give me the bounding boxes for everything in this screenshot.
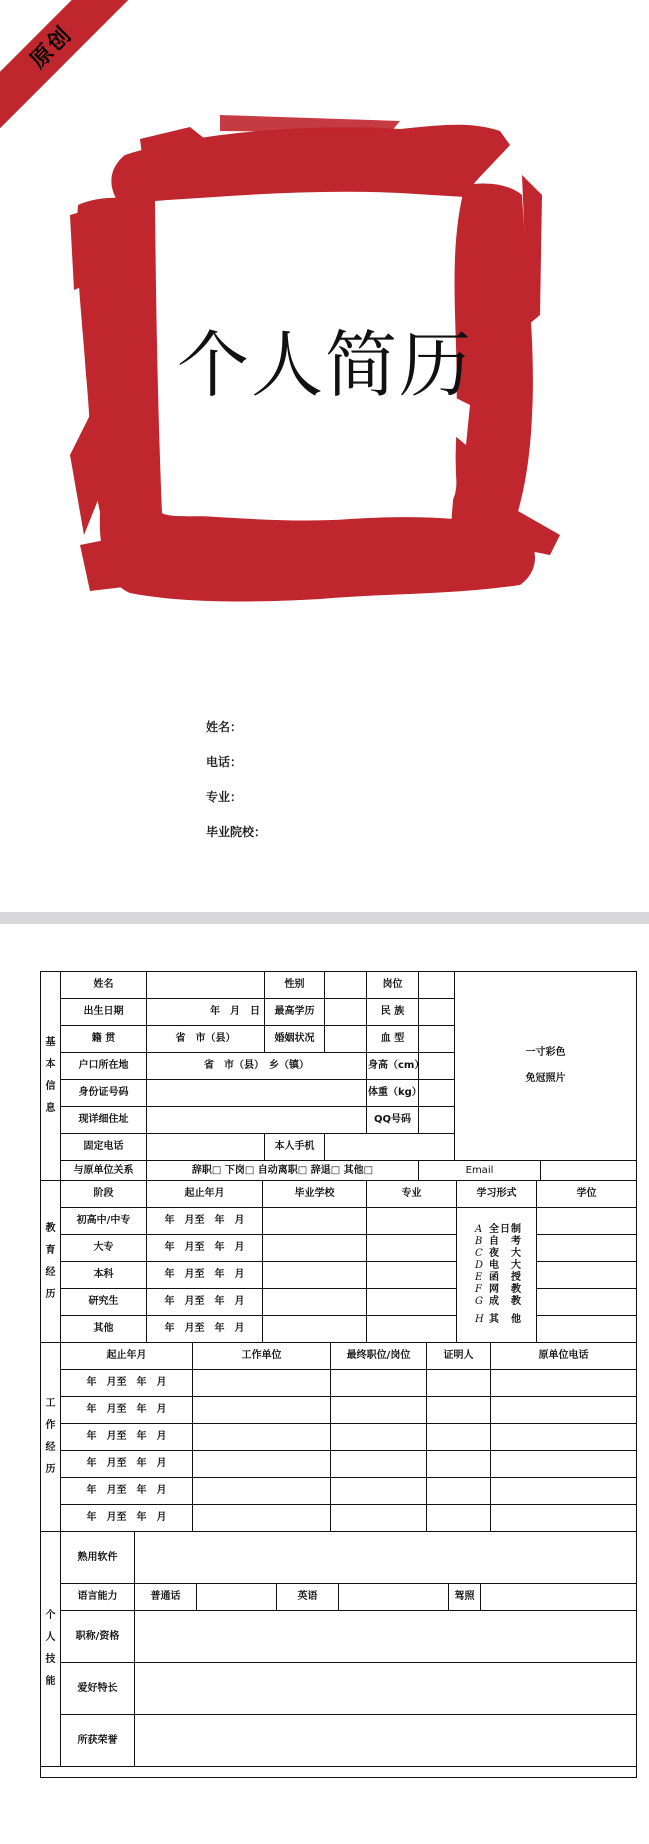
work-reference-input[interactable] bbox=[427, 1424, 491, 1451]
work-position-input[interactable] bbox=[331, 1505, 427, 1532]
work-company-input[interactable] bbox=[193, 1478, 331, 1505]
work-row bbox=[41, 1451, 637, 1478]
label-mobile: 本人手机 bbox=[265, 1134, 325, 1161]
work-row bbox=[41, 1505, 637, 1532]
work-period[interactable]: 年 月至 年 月 bbox=[61, 1424, 193, 1451]
input-phone[interactable] bbox=[147, 1134, 265, 1161]
edu-period[interactable]: 年 月至 年 月 bbox=[147, 1289, 263, 1316]
edu-major-input[interactable] bbox=[367, 1262, 457, 1289]
label-hobby: 爱好特长 bbox=[61, 1663, 135, 1715]
input-birth[interactable]: 年 月 日 bbox=[147, 999, 265, 1026]
label-license: 驾照 bbox=[449, 1584, 481, 1611]
input-hobby[interactable] bbox=[135, 1663, 637, 1715]
edu-header-period: 起止年月 bbox=[147, 1181, 263, 1208]
edu-period[interactable]: 年 月至 年 月 bbox=[147, 1235, 263, 1262]
basic-info-section bbox=[41, 971, 636, 1181]
work-reference-input[interactable] bbox=[427, 1451, 491, 1478]
page-separator bbox=[0, 912, 649, 924]
input-software[interactable] bbox=[135, 1532, 637, 1584]
work-phone-input[interactable] bbox=[491, 1451, 637, 1478]
work-reference-input[interactable] bbox=[427, 1370, 491, 1397]
label-name: 姓名 bbox=[61, 972, 147, 999]
label-nation: 民 族 bbox=[367, 999, 419, 1026]
basic-side-label: 基 本 信 息 bbox=[41, 972, 61, 1181]
label-height: 身高（cm） bbox=[367, 1053, 419, 1080]
input-marital[interactable] bbox=[325, 1026, 367, 1053]
label-gender: 性别 bbox=[265, 972, 325, 999]
edu-header-school: 毕业学校 bbox=[263, 1181, 367, 1208]
edu-stage-other: 其他 bbox=[61, 1316, 147, 1343]
work-row bbox=[41, 1424, 637, 1451]
work-position-input[interactable] bbox=[331, 1397, 427, 1424]
skills-section bbox=[41, 1531, 636, 1767]
input-email[interactable] bbox=[541, 1161, 637, 1181]
work-reference-input[interactable] bbox=[427, 1505, 491, 1532]
work-period[interactable]: 年 月至 年 月 bbox=[61, 1451, 193, 1478]
cover-page bbox=[0, 0, 649, 912]
input-gender[interactable] bbox=[325, 972, 367, 999]
cover-info bbox=[206, 718, 266, 858]
work-header-reference: 证明人 bbox=[427, 1343, 491, 1370]
work-company-input[interactable] bbox=[193, 1424, 331, 1451]
input-name[interactable] bbox=[147, 972, 265, 999]
input-hukou[interactable]: 省 市（县） 乡（镇） bbox=[147, 1053, 367, 1080]
label-idcard: 身份证号码 bbox=[61, 1080, 147, 1107]
input-native[interactable]: 省 市（县） bbox=[147, 1026, 265, 1053]
work-period[interactable]: 年 月至 年 月 bbox=[61, 1478, 193, 1505]
cover-field-phone: 电话： bbox=[206, 755, 243, 769]
label-marital: 婚姻状况 bbox=[265, 1026, 325, 1053]
label-blood: 血 型 bbox=[367, 1026, 419, 1053]
edu-header-degree: 学位 bbox=[537, 1181, 637, 1208]
work-position-input[interactable] bbox=[331, 1424, 427, 1451]
resume-page bbox=[0, 924, 649, 1844]
work-section bbox=[41, 1342, 636, 1532]
work-phone-input[interactable] bbox=[491, 1505, 637, 1532]
edu-period[interactable]: 年 月至 年 月 bbox=[147, 1316, 263, 1343]
label-post: 岗位 bbox=[367, 972, 419, 999]
label-mandarin: 普通话 bbox=[135, 1584, 197, 1611]
edu-degree-input[interactable] bbox=[537, 1208, 637, 1235]
edu-stage-graduate: 研究生 bbox=[61, 1289, 147, 1316]
label-birth: 出生日期 bbox=[61, 999, 147, 1026]
edu-major-input[interactable] bbox=[367, 1208, 457, 1235]
edu-degree-input[interactable] bbox=[537, 1316, 637, 1343]
edu-school-input[interactable] bbox=[263, 1289, 367, 1316]
input-honor[interactable] bbox=[135, 1715, 637, 1767]
work-company-input[interactable] bbox=[193, 1370, 331, 1397]
input-mobile[interactable] bbox=[325, 1134, 455, 1161]
edu-major-input[interactable] bbox=[367, 1289, 457, 1316]
input-blood[interactable] bbox=[419, 1026, 455, 1053]
cover-title: 个人简历 bbox=[176, 323, 473, 407]
original-badge bbox=[0, 0, 130, 130]
work-period[interactable]: 年 月至 年 月 bbox=[61, 1370, 193, 1397]
label-phone: 固定电话 bbox=[61, 1134, 147, 1161]
work-position-input[interactable] bbox=[331, 1451, 427, 1478]
input-nation[interactable] bbox=[419, 999, 455, 1026]
label-relation: 与原单位关系 bbox=[61, 1161, 147, 1181]
label-degree: 最高学历 bbox=[265, 999, 325, 1026]
education-section bbox=[41, 1180, 636, 1343]
cover-field-school: 毕业院校： bbox=[206, 825, 267, 839]
edu-stage-highschool: 初高中/中专 bbox=[61, 1208, 147, 1235]
label-native: 籍 贯 bbox=[61, 1026, 147, 1053]
input-relation[interactable]: 辞职□ 下岗□ 自动离职□ 辞退□ 其他□ bbox=[147, 1161, 419, 1181]
work-phone-input[interactable] bbox=[491, 1397, 637, 1424]
input-post[interactable] bbox=[419, 972, 455, 999]
edu-school-input[interactable] bbox=[263, 1262, 367, 1289]
work-company-input[interactable] bbox=[193, 1505, 331, 1532]
edu-degree-input[interactable] bbox=[537, 1262, 637, 1289]
work-period[interactable]: 年 月至 年 月 bbox=[61, 1505, 193, 1532]
input-degree[interactable] bbox=[325, 999, 367, 1026]
work-header-phone: 原单位电话 bbox=[491, 1343, 637, 1370]
edu-major-input[interactable] bbox=[367, 1235, 457, 1262]
label-qq: QQ号码 bbox=[367, 1107, 419, 1134]
work-header-position: 最终职位/岗位 bbox=[331, 1343, 427, 1370]
work-phone-input[interactable] bbox=[491, 1424, 637, 1451]
label-title: 职称/资格 bbox=[61, 1611, 135, 1663]
resume-form bbox=[40, 971, 637, 1778]
edu-header-study-form: 学习形式 bbox=[457, 1181, 537, 1208]
work-company-input[interactable] bbox=[193, 1451, 331, 1478]
input-mandarin[interactable] bbox=[197, 1584, 277, 1611]
work-reference-input[interactable] bbox=[427, 1478, 491, 1505]
label-email: Email bbox=[419, 1161, 541, 1181]
work-position-input[interactable] bbox=[331, 1370, 427, 1397]
label-language: 语言能力 bbox=[61, 1584, 135, 1611]
work-row bbox=[41, 1478, 637, 1505]
work-phone-input[interactable] bbox=[491, 1370, 637, 1397]
original-badge-label: 原创 bbox=[0, 0, 137, 133]
edu-stage-college: 大专 bbox=[61, 1235, 147, 1262]
work-row bbox=[41, 1397, 637, 1424]
edu-header-stage: 阶段 bbox=[61, 1181, 147, 1208]
label-hukou: 户口所在地 bbox=[61, 1053, 147, 1080]
work-position-input[interactable] bbox=[331, 1478, 427, 1505]
work-header-company: 工作单位 bbox=[193, 1343, 331, 1370]
edu-stage-bachelor: 本科 bbox=[61, 1262, 147, 1289]
edu-school-input[interactable] bbox=[263, 1235, 367, 1262]
edu-header-major: 专业 bbox=[367, 1181, 457, 1208]
input-address[interactable] bbox=[147, 1107, 367, 1134]
label-weight: 体重（kg） bbox=[367, 1080, 419, 1107]
edu-major-input[interactable] bbox=[367, 1316, 457, 1343]
label-honor: 所获荣誉 bbox=[61, 1715, 135, 1767]
work-period[interactable]: 年 月至 年 月 bbox=[61, 1397, 193, 1424]
edu-period[interactable]: 年 月至 年 月 bbox=[147, 1262, 263, 1289]
input-license[interactable] bbox=[481, 1584, 637, 1611]
work-side-label: 工 作 经 历 bbox=[41, 1343, 61, 1532]
label-address: 现详细住址 bbox=[61, 1107, 147, 1134]
cover-field-name: 姓名： bbox=[206, 720, 243, 734]
photo-box[interactable]: 一寸彩色 免冠照片 bbox=[455, 972, 637, 1161]
input-qq[interactable] bbox=[419, 1107, 455, 1134]
work-reference-input[interactable] bbox=[427, 1397, 491, 1424]
edu-school-input[interactable] bbox=[263, 1316, 367, 1343]
cover-field-major: 专业： bbox=[206, 790, 243, 804]
input-idcard[interactable] bbox=[147, 1080, 367, 1107]
input-english[interactable] bbox=[339, 1584, 449, 1611]
work-header-period: 起止年月 bbox=[61, 1343, 193, 1370]
work-row bbox=[41, 1370, 637, 1397]
label-english: 英语 bbox=[277, 1584, 339, 1611]
input-title[interactable] bbox=[135, 1611, 637, 1663]
education-side-label: 教 育 经 历 bbox=[41, 1181, 61, 1343]
label-software: 熟用软件 bbox=[61, 1532, 135, 1584]
input-weight[interactable] bbox=[419, 1080, 455, 1107]
work-company-input[interactable] bbox=[193, 1397, 331, 1424]
edu-degree-input[interactable] bbox=[537, 1235, 637, 1262]
study-form-options: A 全日制 B 自 考 C 夜 大 D 电 大 E 函 授 F 网 教 G 成 教 H 其 他 bbox=[457, 1208, 537, 1343]
work-phone-input[interactable] bbox=[491, 1478, 637, 1505]
edu-period[interactable]: 年 月至 年 月 bbox=[147, 1208, 263, 1235]
edu-degree-input[interactable] bbox=[537, 1289, 637, 1316]
skills-side-label: 个 人 技 能 bbox=[41, 1532, 61, 1767]
edu-school-input[interactable] bbox=[263, 1208, 367, 1235]
